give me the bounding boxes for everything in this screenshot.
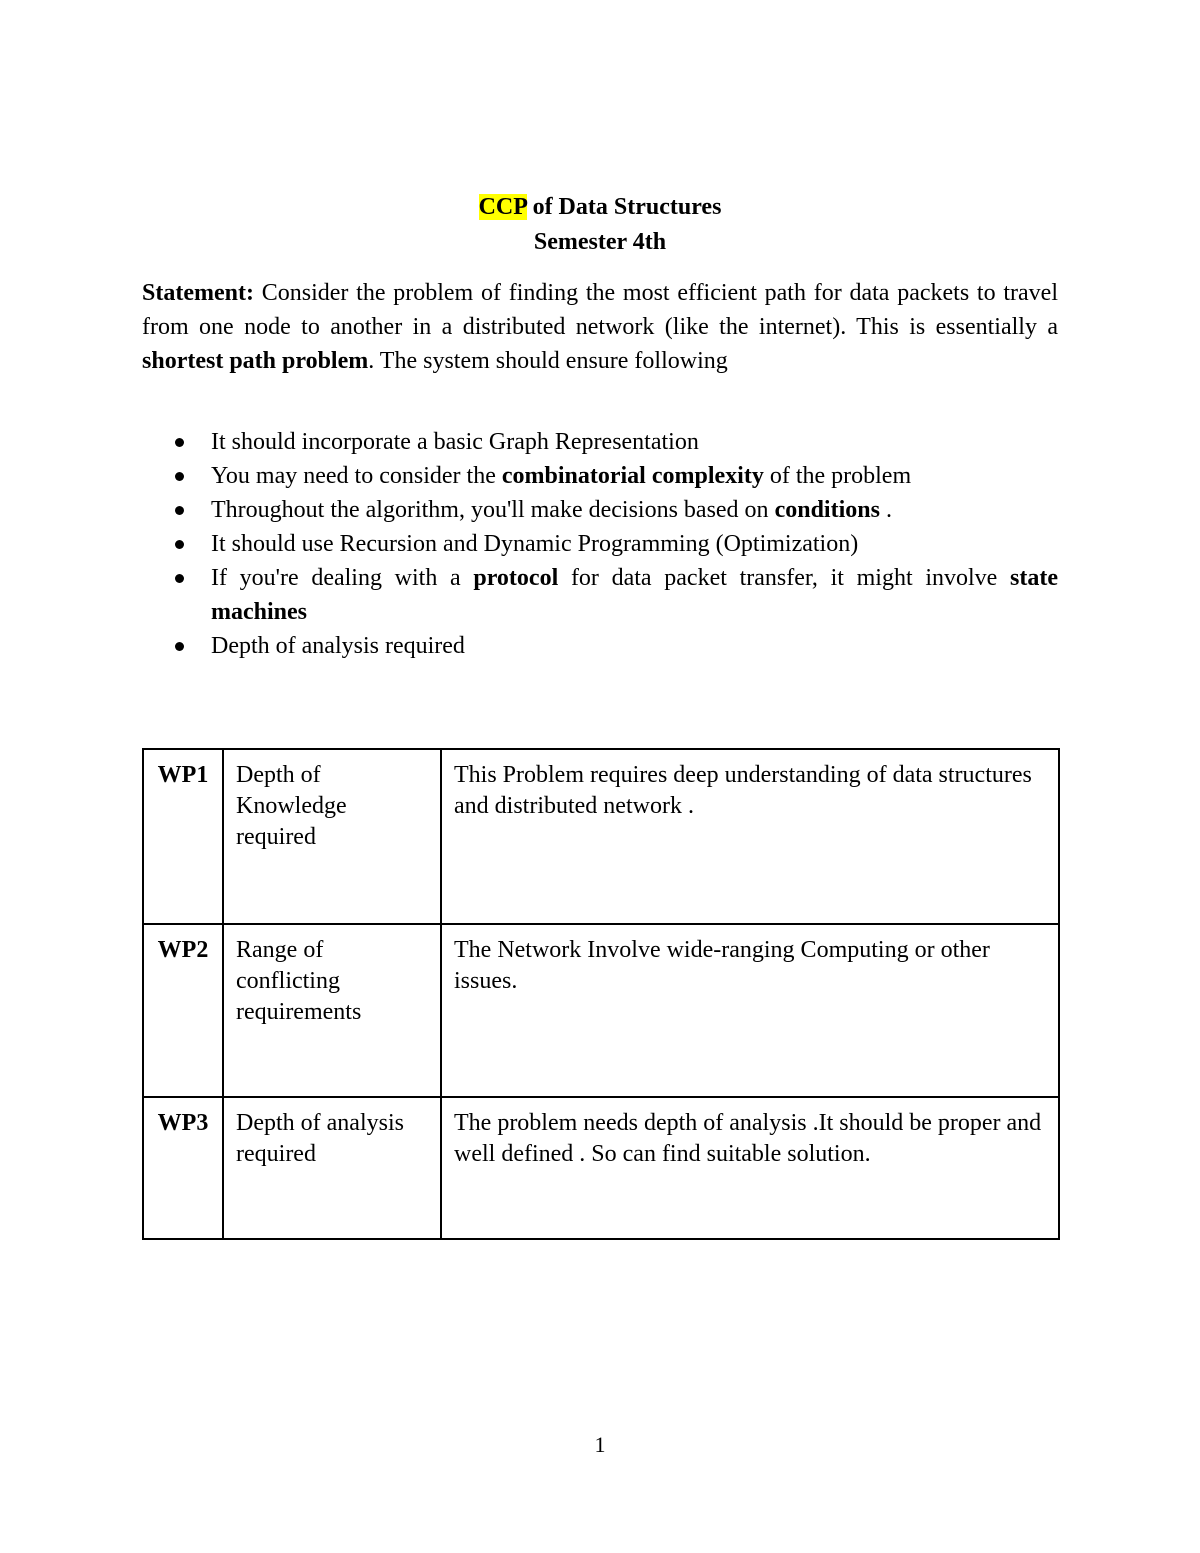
list-item: [142, 527, 1058, 561]
wp-description-cell: The Network Involve wide-ranging Computing or other issues.: [441, 924, 1059, 1097]
bullet-icon: [175, 438, 184, 447]
wp-attribute-cell: Range of conflicting requirements: [223, 924, 441, 1097]
wp-id-cell: WP1: [143, 749, 223, 924]
statement-label: Statement:: [142, 280, 254, 306]
statement-paragraph: [142, 276, 1058, 378]
table-row: [143, 749, 1059, 924]
wp-description-cell: This Problem requires deep understanding of data structures and distributed network .: [441, 749, 1059, 924]
title-rest: of Data Structures: [526, 194, 722, 220]
list-item-text: Depth of analysis required: [211, 633, 465, 659]
statement-emphasis: shortest path problem: [142, 348, 369, 374]
list-item-text: You may need to consider the: [211, 463, 502, 489]
document-subtitle: Semester 4th: [533, 229, 667, 255]
page-number: 1: [594, 1432, 606, 1457]
wp-description-cell: The problem needs depth of analysis .It should be proper and well defined . So can find suitable solution.: [441, 1097, 1059, 1239]
list-item-text: It should use Recursion and Dynamic Programming (Optimization): [211, 531, 859, 557]
wp-id-cell: WP2: [143, 924, 223, 1097]
table-row: [143, 924, 1059, 1097]
bullet-icon: [175, 540, 184, 549]
bullet-icon: [175, 642, 184, 651]
list-item-bold-2: state machines: [211, 565, 1058, 625]
table-row: [143, 1097, 1059, 1239]
list-item: [142, 425, 1058, 459]
document-title: [0, 190, 1200, 225]
wp-id-cell: WP3: [143, 1097, 223, 1239]
list-item-bold: protocol: [473, 565, 559, 591]
list-item: [142, 561, 1058, 629]
list-item: [142, 459, 1058, 493]
list-item: [142, 629, 1058, 663]
list-item-text-after: of the problem: [763, 463, 912, 489]
list-item-text: It should incorporate a basic Graph Representation: [211, 429, 699, 455]
statement-text-1: Consider the problem of finding the most efficient path for data packets to travel from one node to another in a distributed network (like the internet). This is essentially a: [142, 280, 1058, 340]
list-item-text-after: .: [879, 497, 892, 523]
wp-table: [142, 748, 1060, 1240]
list-item-bold: conditions: [774, 497, 880, 523]
statement-text-2: . The system should ensure following: [368, 348, 728, 374]
list-item: [142, 493, 1058, 527]
wp-attribute-cell: Depth of analysis required: [223, 1097, 441, 1239]
title-block: [0, 190, 1200, 260]
list-item-text: If you're dealing with a: [211, 565, 474, 591]
list-item-text-after: for data packet transfer, it might involve: [558, 565, 1010, 591]
bullet-icon: [175, 574, 184, 583]
wp-attribute-cell: Depth of Knowledge required: [223, 749, 441, 924]
bullet-icon: [175, 472, 184, 481]
requirements-list: [142, 425, 1058, 663]
list-item-bold: combinatorial complexity: [501, 463, 764, 489]
title-highlight: CCP: [478, 194, 527, 220]
bullet-icon: [175, 506, 184, 515]
list-item-text: Throughout the algorithm, you'll make decisions based on: [211, 497, 775, 523]
